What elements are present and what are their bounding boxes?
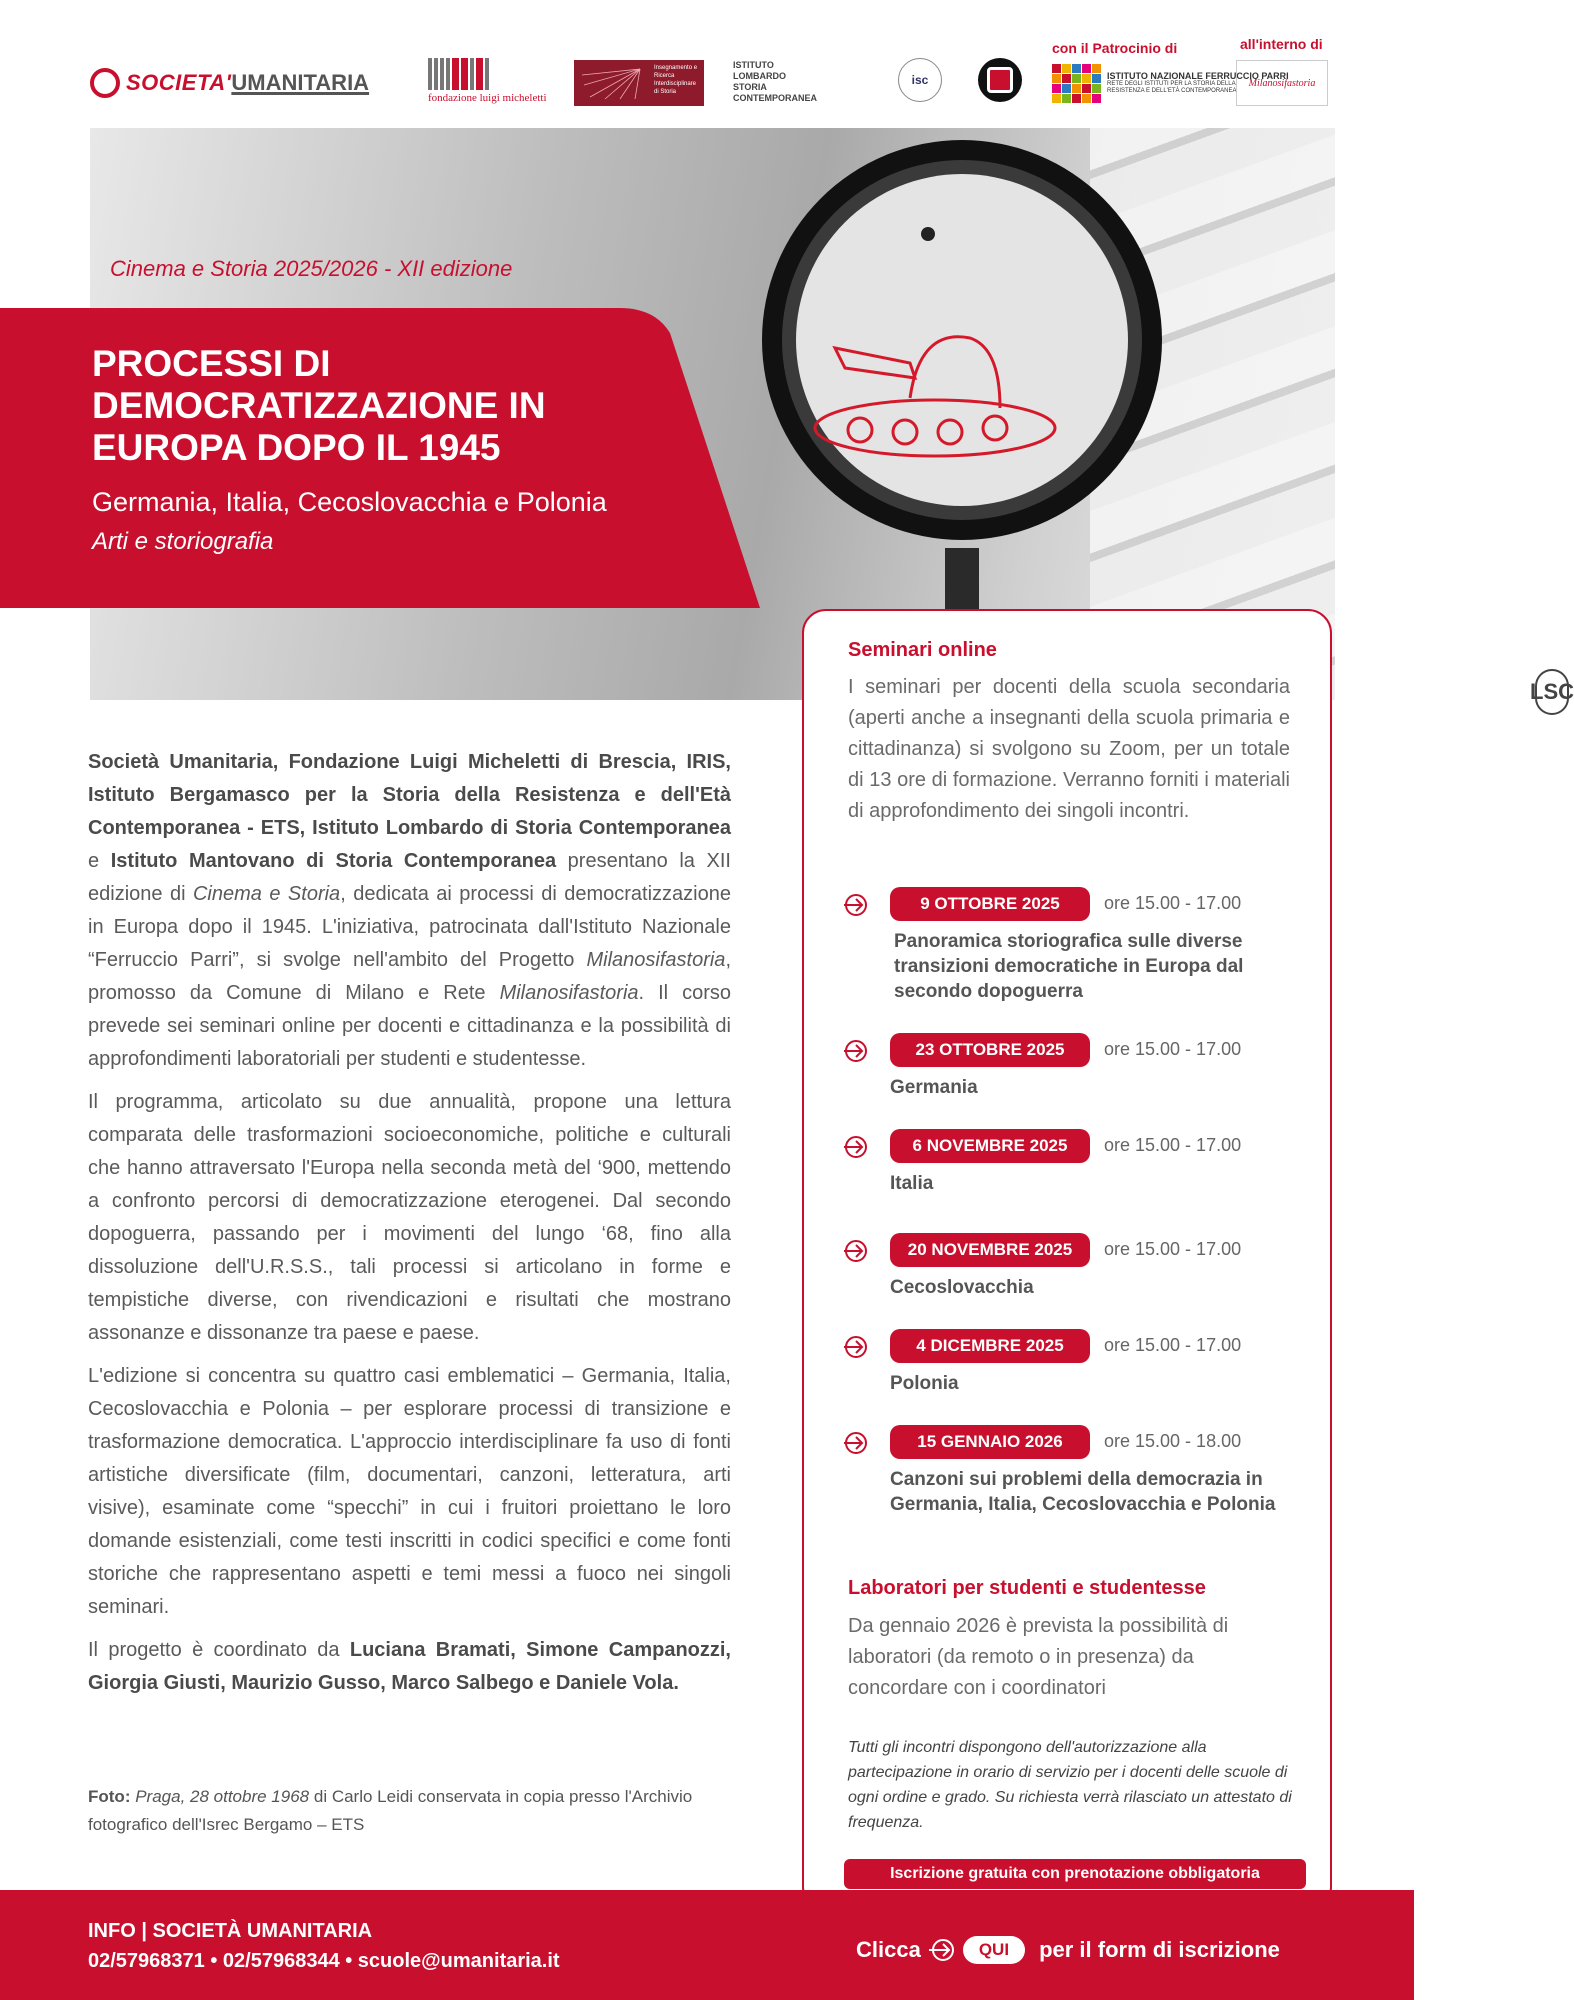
paragraph xyxy=(88,1634,731,1700)
parri-sub: RETE DEGLI ISTITUTI PER LA STORIA DELLA RESISTENZA E DELL'ETÀ CONTEMPORANEA xyxy=(1107,81,1237,94)
ilsc-line: CONTEMPORANEA xyxy=(733,93,818,103)
seminar-date-badge: 23 OTTOBRE 2025 xyxy=(890,1033,1090,1067)
umanitaria-mark-icon xyxy=(90,68,120,98)
logo-isrec-bergamo xyxy=(978,58,1022,102)
partners-bold: Istituto Mantovano di Storia Contemporanea xyxy=(110,850,557,872)
seminar-date-badge: 6 NOVEMBRE 2025 xyxy=(890,1129,1090,1163)
labs-title: Laboratori per studenti e studentesse xyxy=(848,1577,1206,1599)
arrow-circle-icon xyxy=(842,1335,872,1359)
seminar-time: ore 15.00 - 18.00 xyxy=(1104,1431,1242,1451)
seminar-time: ore 15.00 - 17.00 xyxy=(1104,893,1242,913)
page-title: PROCESSI DI DEMOCRATIZZAZIONE IN EUROPA DOPO IL 1945 xyxy=(92,343,546,468)
parri-squares-icon xyxy=(1052,64,1101,103)
arrow-circle-icon xyxy=(842,1239,872,1263)
logo-iris-text: Insegnamento e Ricerca Interdisciplinare di Storia xyxy=(654,65,698,95)
logo-fondazione-micheletti xyxy=(428,58,547,104)
coordinators-bold: Luciana Bramati, Simone Campanozzi, Giorgia Giusti, Maurizio Gusso, Marco Salbego e Daniele Vola. xyxy=(88,1639,731,1694)
edition-label: Cinema e Storia 2025/2026 - XII edizione xyxy=(110,256,513,281)
arrow-circle-icon xyxy=(842,1039,872,1063)
seminar-topic: Panoramica storiografica sulle diverse transizioni democratiche in Europa dal secondo dopoguerra xyxy=(894,931,1244,1002)
ilsc-mark-icon: LSC xyxy=(1535,669,1569,715)
text-span: presentano la XII edizione di xyxy=(88,850,731,905)
text-span: , dedicata ai processi di democratizzazione in Europa dopo il 1945. L'iniziativa, patrocinata dall'Istituto Nazionale “Ferruccio Parri”, si svolge nell'ambito del Progetto xyxy=(88,883,731,971)
footer-info-title: INFO | SOCIETÀ UMANITARIA xyxy=(88,1920,373,1942)
text-italic: Milanosifastoria xyxy=(586,949,726,971)
logo-micheletti-caption: fondazione luigi micheletti xyxy=(428,92,547,104)
arrow-circle-icon xyxy=(927,1937,957,1963)
seminars-box xyxy=(802,609,1332,1911)
ilsc-line: LOMBARDO xyxy=(733,71,786,81)
text-span: . Il corso prevede sei seminari online per docenti e cittadinanza e la possibilità di approfondimenti laboratoriali per studenti e studentesse. xyxy=(88,982,731,1070)
parri-name: ISTITUTO NAZIONALE FERRUCCIO PARRI xyxy=(1107,71,1289,81)
seminars-title: Seminari online xyxy=(848,639,997,661)
text-italic: Milanosifastoria xyxy=(499,982,639,1004)
seminar-topic: Germania xyxy=(890,1077,978,1098)
logo-societa-umanitaria xyxy=(90,68,369,98)
seminar-topic: Polonia xyxy=(890,1373,959,1394)
interno-label: all'interno di xyxy=(1240,36,1323,52)
registration-cta xyxy=(856,1936,1280,1964)
logo-iris xyxy=(574,60,704,106)
ilsc-line: STORIA xyxy=(733,82,767,92)
micheletti-bars-icon xyxy=(428,58,491,90)
title-block xyxy=(92,343,692,556)
photo-credit-text: di Carlo Leidi conservata in copia presso l'Archivio fotografico dell'Isrec Bergamo – ETS xyxy=(88,1787,693,1834)
text-span: , promosso da Comune di Milano e Rete xyxy=(88,949,731,1004)
logo-milano-text: Milanosifastoria xyxy=(1248,77,1316,89)
free-registration-banner: Iscrizione gratuita con prenotazione obbligatoria xyxy=(844,1859,1306,1889)
text-span: e xyxy=(88,850,111,872)
paragraph: Il programma, articolato su due annualità, propone una lettura comparata delle trasformazioni socioeconomiche, politiche e culturali che hanno attraversato l'Europa nella seconda metà del ‘900, mettendo a confronto percorsi di democratizzazione eterogenei. Dal secondo dopoguerra, passando per i movimenti del lungo ‘68, fino alla dissoluzione dell'U.R.S.S., tali processi si articolano in forme e tempistiche diverse, con rivendicazioni e risultati che mostrano assonanze e dissonanze tra paese e paese. xyxy=(88,1091,731,1344)
photo-credit-title: Praga, 28 ottobre 1968 xyxy=(135,1787,310,1806)
footer-info xyxy=(88,1916,560,1976)
authorization-note: Tutti gli incontri dispongono dell'autorizzazione alla partecipazione in orario di servizio per i docenti delle scuole di ogni ordine e grado. Su richiesta verrà rilasciato un attestato di frequenza. xyxy=(848,1739,1292,1831)
text-span: Il progetto è coordinato da xyxy=(88,1639,350,1661)
partners-bold: Società Umanitaria, Fondazione Luigi Micheletti di Brescia, IRIS, Istituto Bergamasco per la Storia della Resistenza e dell'Età Contemporanea - ETS, Istituto Lombardo di Storia Contemporanea xyxy=(88,751,731,839)
logo-umanitaria-text-a: SOCIETA' xyxy=(126,70,232,95)
seminar-topic: Italia xyxy=(890,1173,934,1194)
seminar-topic: Canzoni sui problemi della democrazia in Germania, Italia, Cecoslovacchia e Polonia xyxy=(890,1469,1276,1515)
seminar-time: ore 15.00 - 17.00 xyxy=(1104,1135,1242,1155)
photo-credit-label: Foto: xyxy=(88,1787,131,1806)
logo-milanosifastoria xyxy=(1236,60,1328,106)
seminars-intro: I seminari per docenti della scuola secondaria (aperti anche a insegnanti della scuola primaria e cittadinanza) si svolgono su Zoom, per un totale di 13 ore di formazione. Verranno forniti i materiali di approfondimento dei singoli incontri. xyxy=(848,676,1290,822)
seminar-time: ore 15.00 - 17.00 xyxy=(1104,1239,1242,1259)
labs-text: Da gennaio 2026 è prevista la possibilità di laboratori (da remoto o in presenza) da concordare con i coordinatori xyxy=(848,1615,1229,1699)
arrow-circle-icon xyxy=(842,893,872,917)
footer-bar xyxy=(0,1890,1414,2000)
logo-umanitaria-text-b: UMANITARIA xyxy=(231,70,370,95)
patrocinio-label: con il Patrocinio di xyxy=(1052,40,1178,56)
seminar-time: ore 15.00 - 17.00 xyxy=(1104,1039,1242,1059)
page-subtitle: Germania, Italia, Cecoslovacchia e Polonia xyxy=(92,487,607,517)
seminar-topic: Cecoslovacchia xyxy=(890,1277,1034,1298)
seminar-date-badge: 15 GENNAIO 2026 xyxy=(890,1425,1090,1459)
paragraph xyxy=(88,746,731,1076)
ilsc-line: ISTITUTO xyxy=(733,60,774,70)
photo-credit xyxy=(88,1783,731,1839)
seminar-time: ore 15.00 - 17.00 xyxy=(1104,1335,1242,1355)
intro-text xyxy=(88,746,731,1710)
footer-contacts: 02/57968371 • 02/57968344 • scuole@umanitaria.it xyxy=(88,1950,560,1972)
arrow-circle-icon xyxy=(842,1135,872,1159)
paragraph: L'edizione si concentra su quattro casi emblematici – Germania, Italia, Cecoslovacchia e Polonia – per esplorare processi di transizione e trasformazione democratica. L'approccio interdisciplinare fa uso di fonti artistiche diversificate (film, documentari, canzoni, letteratura, arti visive), esaminate come “specchi” in cui i fruitori proiettano le loro domande esistenziali, come testi inscritti in codici specifici e come fonti storiche che rappresentano aspetti e temi messi a fuoco nei singoli seminari. xyxy=(88,1365,731,1618)
seminar-date-badge: 9 OTTOBRE 2025 xyxy=(890,887,1090,921)
arrow-circle-icon xyxy=(842,1431,872,1455)
seminar-date-badge: 4 DICEMBRE 2025 xyxy=(890,1329,1090,1363)
cta-text-a: Clicca xyxy=(856,1937,921,1962)
logo-istituto-mantovano xyxy=(898,58,942,102)
isrec-mark-icon xyxy=(987,67,1013,93)
seminar-date-badge: 20 NOVEMBRE 2025 xyxy=(890,1233,1090,1267)
page-subtitle-italic: Arti e storiografia xyxy=(92,528,274,555)
text-italic: Cinema e Storia xyxy=(192,883,341,905)
logo-mantovano-text: isc xyxy=(911,73,929,87)
iris-lines-icon xyxy=(580,65,650,101)
cta-text-b: per il form di iscrizione xyxy=(1039,1937,1280,1962)
registration-link-button[interactable]: QUI xyxy=(963,1936,1025,1964)
